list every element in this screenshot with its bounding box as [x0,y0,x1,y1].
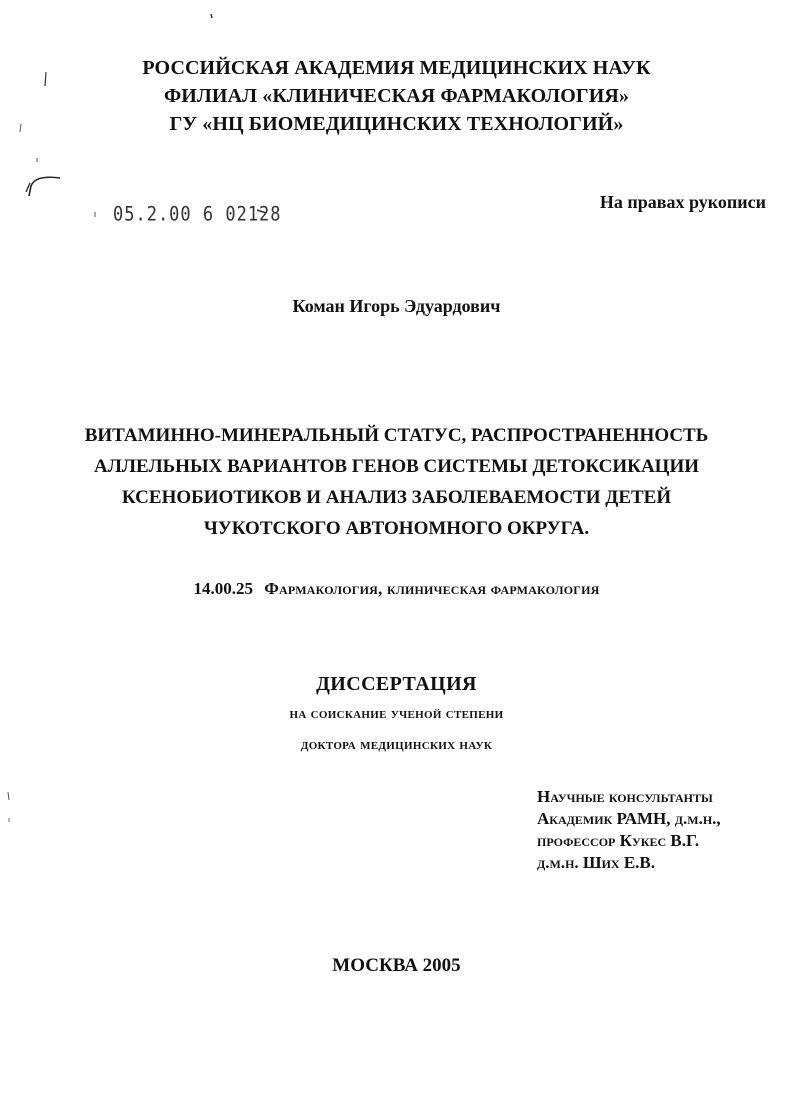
title-line-4: ЧУКОТСКОГО АВТОНОМНОГО ОКРУГА. [203,518,590,539]
specialty-code: 14.00.25 [193,579,253,598]
specialty-line [0,579,793,599]
consultant-line-3: профессор Кукес В.Г. [537,831,700,850]
manuscript-rights-note: На правах рукописи [599,192,766,212]
title-line-1: ВИТАМИННО-МИНЕРАЛЬНЫЙ СТАТУС, РАСПРОСТРАНЕННОСТЬ [84,425,709,446]
consultant-line-4: д.м.н. Ших Е.В. [537,853,656,872]
document-type-title: ДИССЕРТАЦИЯ [316,673,477,695]
title-line-2: АЛЛЕЛЬНЫХ ВАРИАНТОВ ГЕНОВ СИСТЕМЫ ДЕТОКСИКАЦИИ [93,456,700,477]
catalog-number-stamp: 05.2.00 6 02128 [113,203,282,226]
dissertation-title [0,420,793,544]
degree-line-2: доктора медицинских наук [300,737,493,753]
consultants-heading: Научные консультанты [537,787,713,806]
city-year: МОСКВА 2005 [332,955,461,976]
institution-line-2: ФИЛИАЛ «КЛИНИЧЕСКАЯ ФАРМАКОЛОГИЯ» [163,85,630,107]
scientific-consultants [537,786,721,874]
institution-header [0,54,793,138]
consultant-line-2: Академик РАМН, д.м.н., [537,809,721,828]
author-name: Коман Игорь Эдуардович [292,296,501,316]
institution-line-1: РОССИЙСКАЯ АКАДЕМИЯ МЕДИЦИНСКИХ НАУК [142,57,651,79]
degree-line-1: на соискание ученой степени [289,706,504,722]
institution-line-3: ГУ «НЦ БИОМЕДИЦИНСКИХ ТЕХНОЛОГИЙ» [169,113,624,135]
title-line-3: КСЕНОБИОТИКОВ И АНАЛИЗ ЗАБОЛЕВАЕМОСТИ ДЕТЕЙ [121,487,672,508]
specialty-name: Фармакология, клиническая фармакология [264,579,600,598]
